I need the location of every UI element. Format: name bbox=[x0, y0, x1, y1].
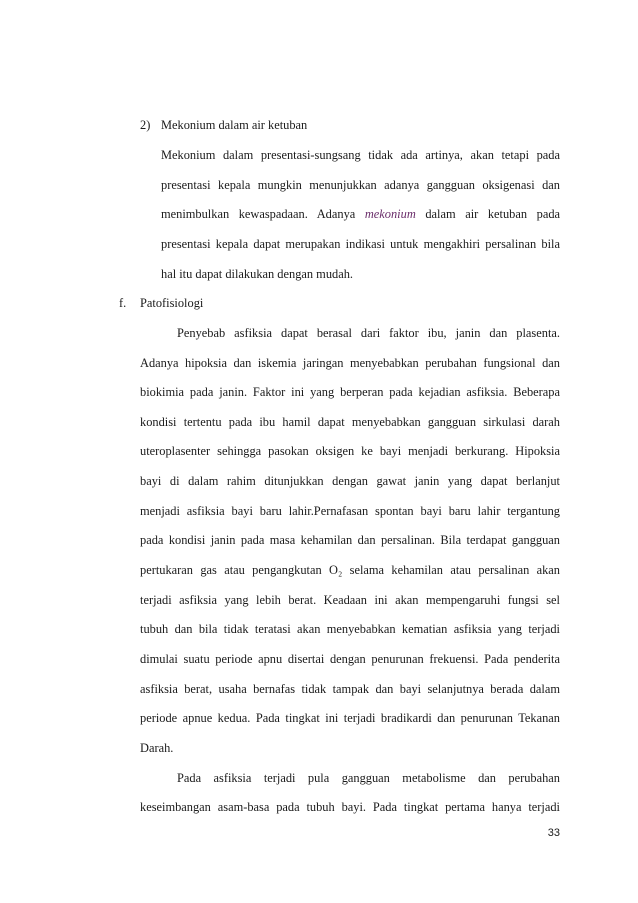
item-2-line-3 bbox=[161, 206, 560, 222]
para1-line-15: Darah. bbox=[140, 741, 174, 755]
para1-line-12: dimulai suatu periode apnu disertai dengan penurunan frekuensi. Pada penderita bbox=[140, 652, 560, 666]
section-f-title: Patofisiologi bbox=[140, 296, 204, 310]
para2-line-2: keseimbangan asam-basa pada tubuh bayi. Pada tingkat pertama hanya terjadi bbox=[140, 800, 560, 814]
para1-line-5: uteroplasenter sehingga pasokan oksigen ke bayi menjadi berkurang. Hipoksia bbox=[140, 444, 560, 458]
mekonium-italic: mekonium bbox=[364, 207, 416, 221]
item-2-line-2: presentasi kepala mungkin menunjukkan adanya gangguan oksigenasi dan bbox=[161, 178, 560, 192]
page-number: 33 bbox=[547, 827, 560, 839]
para1-line-11: tubuh dan bila tidak teratasi akan menyebabkan kematian asfiksia yang terjadi bbox=[140, 622, 560, 636]
section-f-letter: f. bbox=[119, 296, 127, 310]
para2-line-1: Pada asfiksia terjadi pula gangguan metabolisme dan perubahan bbox=[177, 771, 560, 785]
para1-line-13: asfiksia berat, usaha bernafas tidak tampak dan bayi selanjutnya berada dalam bbox=[140, 682, 560, 696]
para1-line-2: Adanya hipoksia dan iskemia jaringan menyebabkan perubahan fungsional dan bbox=[140, 356, 560, 370]
para1-line-10: terjadi asfiksia yang lebih berat. Keadaan ini akan mempengaruhi fungsi sel bbox=[140, 593, 560, 607]
para1-line-8: pada kondisi janin pada masa kehamilan dan persalinan. Bila terdapat gangguan bbox=[140, 533, 560, 547]
para1-line-1: Penyebab asfiksia dapat berasal dari faktor ibu, janin dan plasenta. bbox=[177, 326, 560, 340]
para1-line-6: bayi di dalam rahim ditunjukkan dengan gawat janin yang dapat berlanjut bbox=[140, 474, 560, 488]
item-2-line-5: hal itu dapat dilakukan dengan mudah. bbox=[161, 267, 354, 281]
item-2-title: Mekonium dalam air ketuban bbox=[161, 118, 308, 132]
item-2-line-1: Mekonium dalam presentasi-sungsang tidak ada artinya, akan tetapi pada bbox=[161, 148, 560, 162]
para1-line-14: periode apnue kedua. Pada tingkat ini terjadi bradikardi dan penurunan Tekanan bbox=[140, 711, 560, 725]
para1-line-9: pertukaran gas atau pengangkutan O₂ selama kehamilan atau persalinan akan bbox=[140, 563, 560, 577]
item-2-number: 2) bbox=[140, 118, 151, 132]
para1-line-4: kondisi tertentu pada ibu hamil dapat menyebabkan gangguan sirkulasi darah bbox=[140, 415, 560, 429]
para1-line-7: menjadi asfiksia bayi baru lahir.Pernafasan spontan bayi baru lahir tergantung bbox=[140, 504, 560, 518]
item-2-line-4: presentasi kepala dapat merupakan indikasi untuk mengakhiri persalinan bila bbox=[161, 237, 560, 251]
para1-line-3: biokimia pada janin. Faktor ini yang berperan pada kejadian asfiksia. Beberapa bbox=[140, 385, 560, 399]
item-2-line-3-pre: menimbulkan kewaspadaan. Adanya bbox=[161, 207, 356, 221]
item-2-line-3-post: dalam air ketuban pada bbox=[425, 207, 561, 221]
